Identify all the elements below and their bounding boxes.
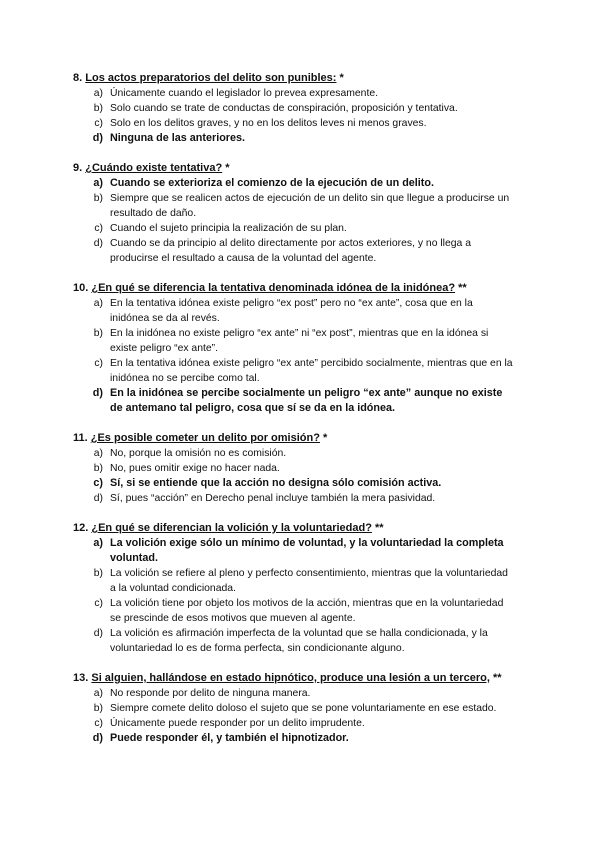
option-text: No, porque la omisión no es comisión. (110, 448, 287, 459)
option-letter: b) (93, 463, 103, 474)
question-11 (73, 430, 513, 506)
question-12 (73, 520, 513, 656)
option-text: Siempre que se realicen actos de ejecución de un delito sin que llegue a producirse un resultado de daño. (110, 193, 510, 219)
question-heading (73, 280, 513, 296)
option-text: Sí, pues “acción” en Derecho penal incluye también la mera pasividad. (110, 493, 436, 504)
option-c (73, 596, 513, 626)
question-marker: * (339, 72, 344, 84)
option-text: Solo cuando se trate de conductas de conspiración, proposición y tentativa. (110, 103, 458, 114)
question-marker: ** (458, 282, 467, 294)
option-text: Sí, si se entiende que la acción no designa sólo comisión activa. (110, 477, 442, 489)
option-text: En la tentativa idónea existe peligro “ex ante” percibido socialmente, mientras que en la inidónea no se percibe como tal. (110, 358, 513, 384)
option-text: En la inidónea se percibe socialmente un peligro “ex ante” aunque no existe de antemano tal peligro, cosa que sí se da en la idónea. (110, 387, 503, 414)
option-b (73, 326, 513, 356)
option-letter: c) (94, 223, 103, 234)
question-13 (73, 670, 513, 746)
question-number: 11. (73, 432, 88, 444)
option-d-correct (73, 131, 513, 146)
question-8 (73, 70, 513, 146)
option-c-correct (73, 476, 513, 491)
question-title: Si alguien, hallándose en estado hipnótico, produce una lesión a un tercero, (91, 672, 490, 684)
option-b (73, 101, 513, 116)
option-list (73, 86, 513, 146)
option-letter: d) (92, 732, 103, 744)
option-text: Ninguna de las anteriores. (110, 132, 245, 144)
question-heading (73, 160, 513, 176)
option-text: Cuando se exterioriza el comienzo de la ejecución de un delito. (110, 177, 434, 189)
question-number: 9. (73, 162, 83, 174)
option-d-correct (73, 731, 513, 746)
option-letter: a) (93, 177, 103, 189)
option-a-correct (73, 176, 513, 191)
option-text: La volición tiene por objeto los motivos de la acción, mientras que en la voluntariedad se prescinde de esos motivos que mueven al agente. (110, 598, 504, 624)
question-number: 13. (73, 672, 89, 684)
option-list (73, 536, 513, 656)
option-letter: d) (92, 387, 103, 399)
option-letter: b) (93, 568, 103, 579)
option-text: No, pues omitir exige no hacer nada. (110, 463, 280, 474)
option-list (73, 686, 513, 746)
question-marker: ** (492, 672, 502, 684)
option-b (73, 566, 513, 596)
option-letter: a) (93, 448, 103, 459)
option-letter: a) (93, 88, 103, 99)
option-c (73, 356, 513, 386)
option-b (73, 701, 513, 716)
option-letter: b) (93, 703, 103, 714)
option-d (73, 626, 513, 656)
option-a-correct (73, 536, 513, 566)
option-text: En la inidónea no existe peligro “ex ante” ni “ex post”, mientras que en la idónea si existe peligro “ex ante”. (110, 328, 489, 354)
option-text: Solo en los delitos graves, y no en los delitos leves ni menos graves. (110, 118, 427, 129)
option-letter: d) (92, 132, 103, 144)
option-text: En la tentativa idónea existe peligro “ex post” pero no “ex ante”, cosa que en la inidónea se da al revés. (110, 298, 473, 324)
option-d-correct (73, 386, 513, 416)
option-b (73, 461, 513, 476)
question-9 (73, 160, 513, 266)
question-number: 12. (73, 522, 89, 534)
option-c (73, 116, 513, 131)
question-marker: * (225, 162, 230, 174)
option-a (73, 686, 513, 701)
option-letter: c) (94, 118, 103, 129)
option-text: La volición exige sólo un mínimo de voluntad, y la voluntariedad la completa voluntad. (110, 537, 504, 564)
option-list (73, 176, 513, 266)
option-text: Puede responder él, y también el hipnotizador. (110, 732, 349, 744)
question-number: 8. (73, 72, 83, 84)
option-text: Cuando se da principio al delito directamente por actos exteriores, y no llega a producirse el resultado a causa de la voluntad del agente. (110, 238, 471, 264)
option-text: Únicamente cuando el legislador lo prevea expresamente. (110, 88, 379, 99)
question-title: ¿En qué se diferencian la volición y la voluntariedad? (91, 522, 372, 534)
question-title: ¿Cuándo existe tentativa? (85, 162, 223, 174)
option-letter: d) (93, 493, 103, 504)
question-marker: * (323, 432, 328, 444)
option-text: Cuando el sujeto principia la realización de su plan. (110, 223, 347, 234)
option-letter: a) (93, 688, 103, 699)
option-letter: d) (93, 238, 103, 249)
option-text: No responde por delito de ninguna manera. (110, 688, 311, 699)
option-text: Únicamente puede responder por un delito imprudente. (110, 718, 365, 729)
question-heading (73, 70, 513, 86)
option-letter: c) (93, 477, 103, 489)
option-list (73, 446, 513, 506)
option-letter: a) (93, 298, 103, 309)
option-letter: c) (94, 598, 103, 609)
option-a (73, 296, 513, 326)
option-letter: b) (93, 328, 103, 339)
option-letter: b) (93, 103, 103, 114)
option-letter: b) (93, 193, 103, 204)
option-letter: d) (93, 628, 103, 639)
option-c (73, 716, 513, 731)
question-marker: ** (375, 522, 384, 534)
question-10 (73, 280, 513, 416)
option-a (73, 86, 513, 101)
option-letter: c) (94, 718, 103, 729)
option-d (73, 491, 513, 506)
question-title: Los actos preparatorios del delito son punibles: (85, 72, 337, 84)
option-c (73, 221, 513, 236)
document-page (73, 70, 513, 760)
option-text: Siempre comete delito doloso el sujeto que se pone voluntariamente en ese estado. (110, 703, 497, 714)
question-heading (73, 430, 513, 446)
option-letter: a) (93, 537, 103, 549)
question-heading (73, 670, 513, 686)
question-number: 10. (73, 282, 89, 294)
question-title: ¿En qué se diferencia la tentativa denominada idónea de la inidónea? (91, 282, 456, 294)
option-list (73, 296, 513, 416)
option-text: La volición es afirmación imperfecta de la voluntad que se halla condicionada, y la voluntariedad lo es de forma perfecta, sin condicionante alguno. (110, 628, 488, 654)
question-title: ¿Es posible cometer un delito por omisión? (90, 432, 320, 444)
option-d (73, 236, 513, 266)
question-heading (73, 520, 513, 536)
option-text: La volición se refiere al pleno y perfecto consentimiento, mientras que la voluntariedad a la voluntad condicionada. (110, 568, 508, 594)
option-letter: c) (94, 358, 103, 369)
option-a (73, 446, 513, 461)
option-b (73, 191, 513, 221)
